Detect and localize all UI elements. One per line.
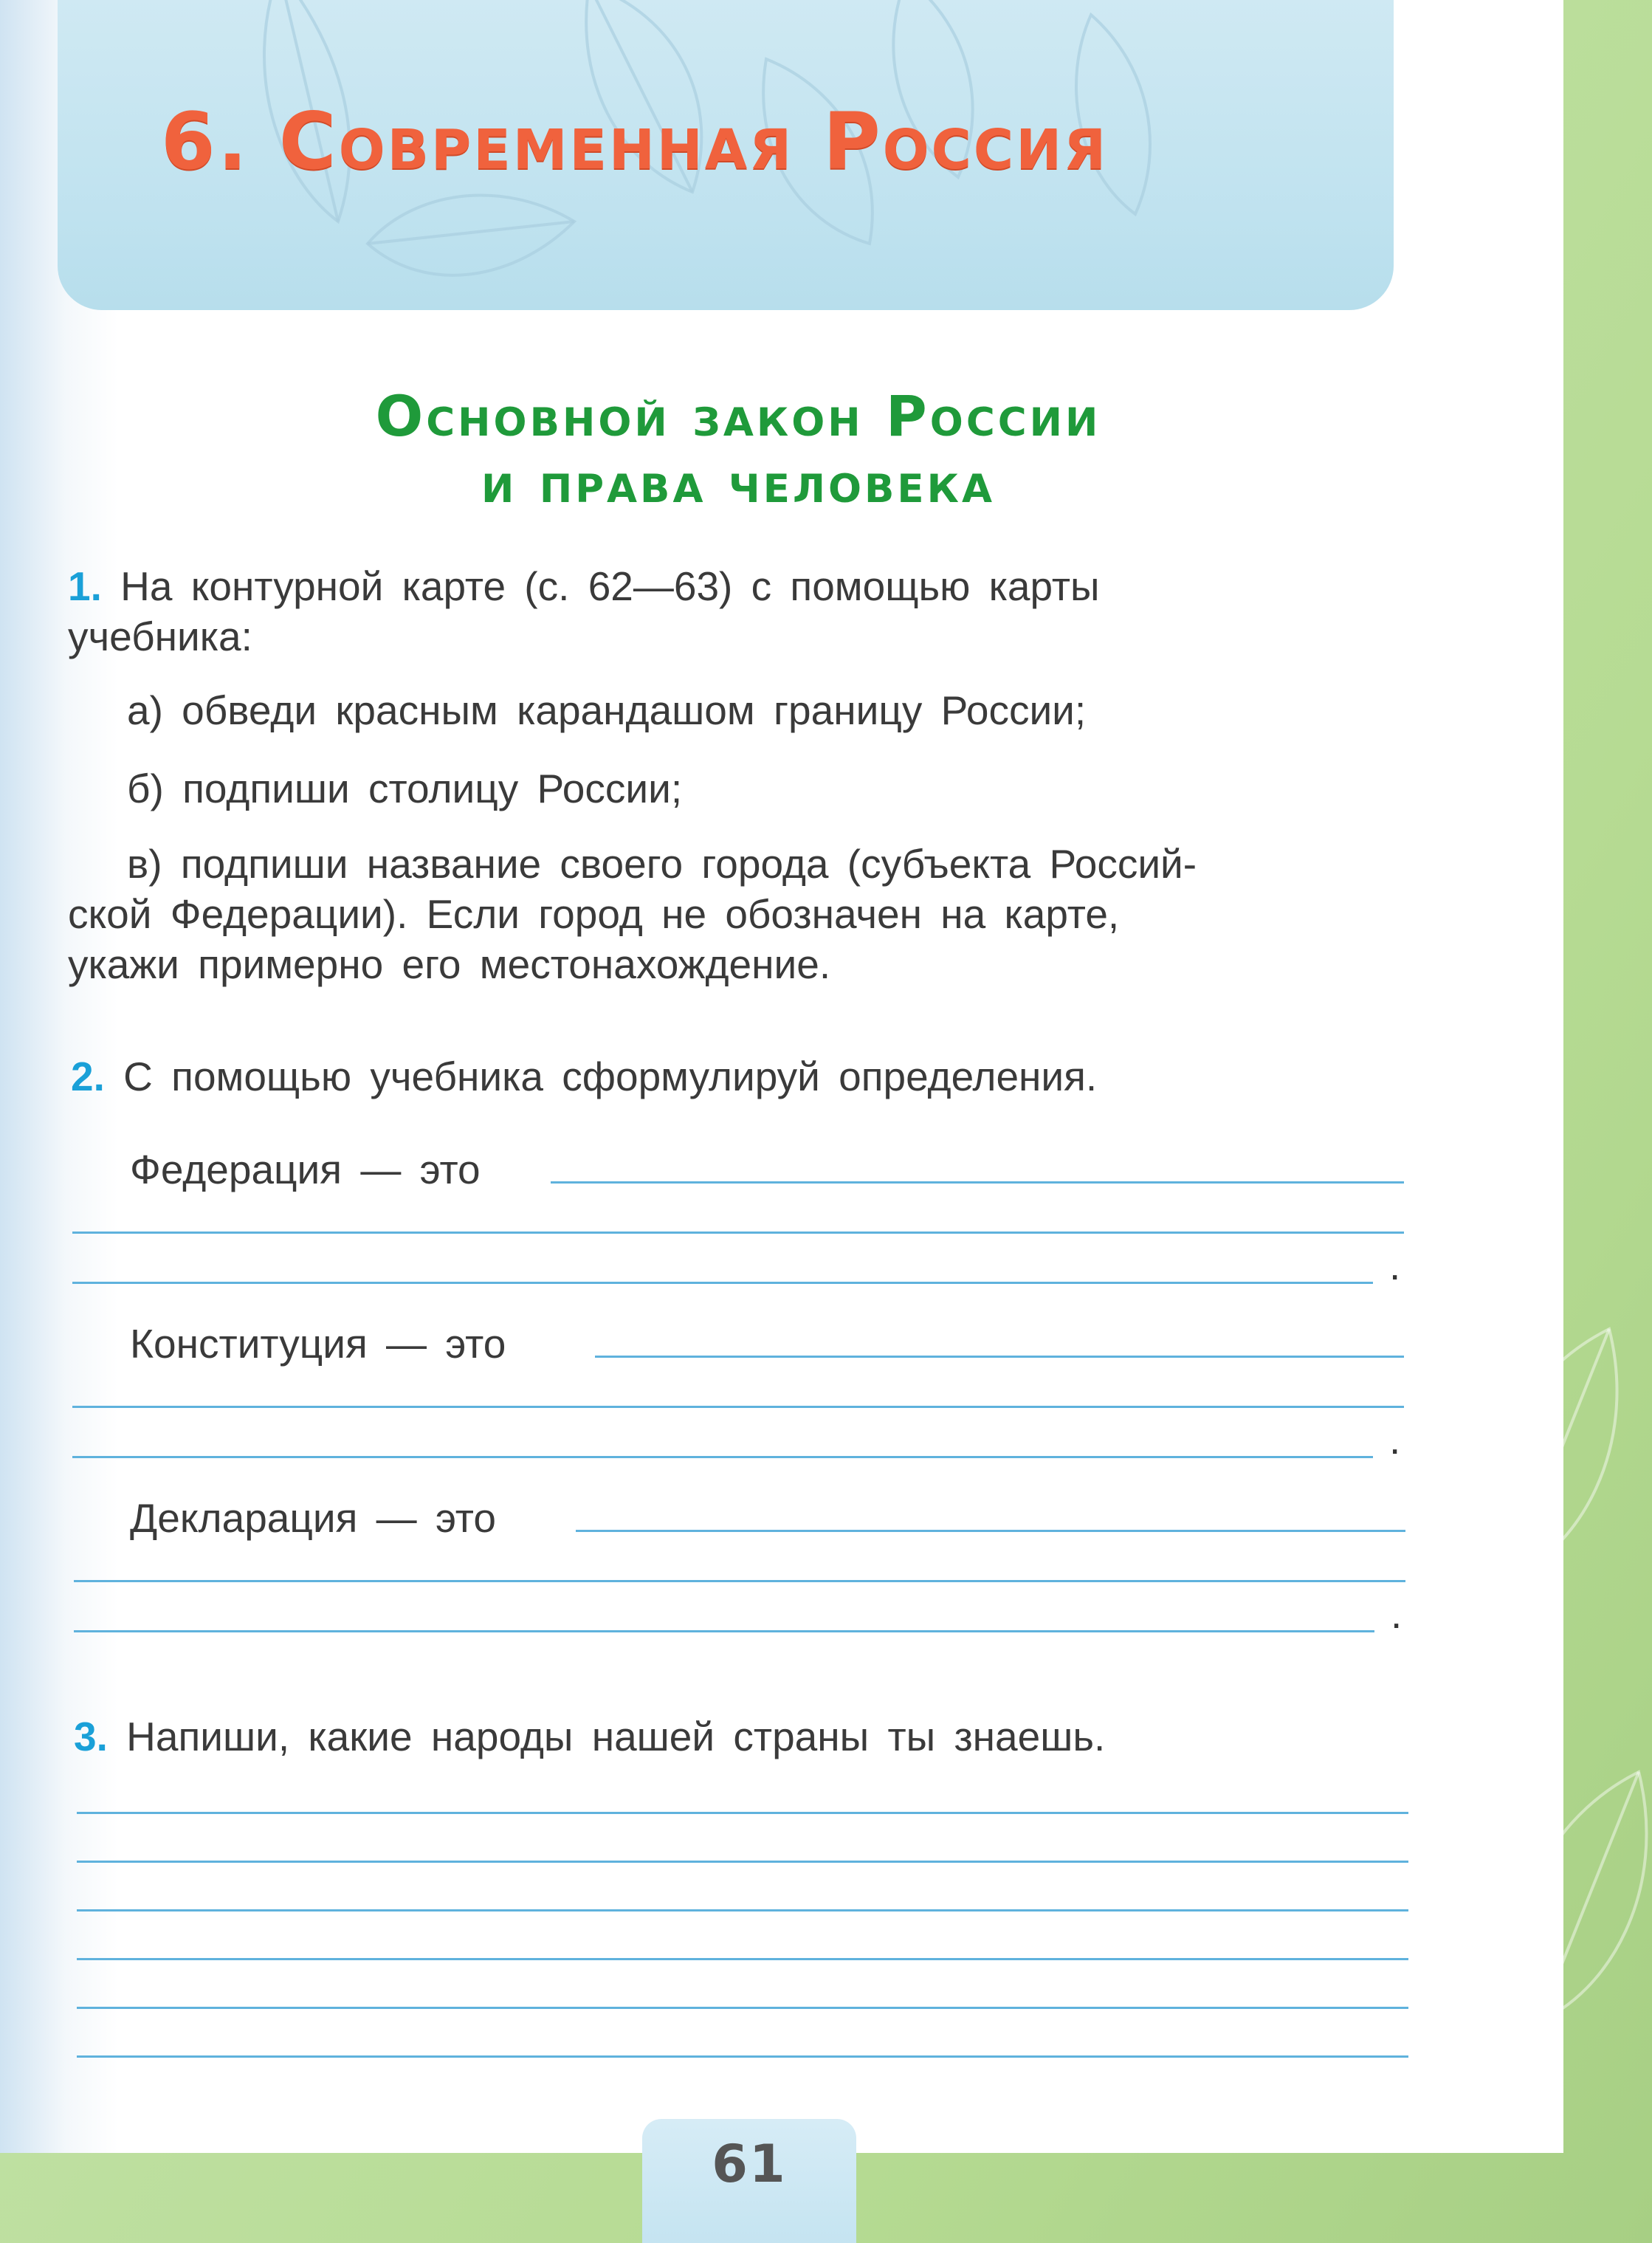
page-number: 61 bbox=[712, 2134, 787, 2194]
task2-def1-label: Федерация — это bbox=[130, 1147, 481, 1192]
answer-line[interactable] bbox=[74, 1580, 1405, 1582]
answer-line[interactable] bbox=[72, 1406, 1404, 1408]
answer-line[interactable] bbox=[72, 1232, 1404, 1234]
answer-line[interactable] bbox=[77, 1958, 1408, 1960]
task3-number: 3. bbox=[74, 1714, 108, 1759]
task1-number: 1. bbox=[68, 563, 102, 609]
end-period: . bbox=[1391, 1591, 1403, 1637]
task2-text: 2. С помощью учебника сформулируй определения. bbox=[71, 1054, 1098, 1099]
task1-item-c-line1: в) подпиши название своего города (субъекта Россий- bbox=[127, 841, 1197, 887]
answer-line[interactable] bbox=[576, 1530, 1405, 1532]
answer-line[interactable] bbox=[595, 1356, 1404, 1358]
answer-line[interactable] bbox=[77, 2007, 1408, 2009]
task2-def2-label: Конституция — это bbox=[130, 1321, 506, 1367]
answer-line[interactable] bbox=[72, 1282, 1373, 1284]
task1-intro-line2: учебника: bbox=[68, 614, 252, 659]
answer-line[interactable] bbox=[77, 1812, 1408, 1814]
chapter-title: 6. Современная Россия bbox=[161, 96, 1109, 187]
task1-item-b: б) подпиши столицу России; bbox=[127, 766, 683, 811]
task1-item-c-line2: ской Федерации). Если город не обозначен на карте, bbox=[68, 891, 1120, 937]
answer-line[interactable] bbox=[551, 1181, 1404, 1184]
answer-line[interactable] bbox=[74, 1630, 1374, 1632]
task2-def3-label: Декларация — это bbox=[130, 1495, 496, 1541]
chapter-header-band bbox=[58, 0, 1394, 310]
task1-item-c-line3: укажи примерно его местонахождение. bbox=[68, 941, 831, 987]
answer-line[interactable] bbox=[77, 1909, 1408, 1911]
section-title-line2: и права человека bbox=[481, 450, 995, 515]
answer-line[interactable] bbox=[77, 1861, 1408, 1863]
answer-line[interactable] bbox=[77, 2055, 1408, 2058]
task1-item-a: а) обведи красным карандашом границу России; bbox=[127, 687, 1087, 733]
end-period: . bbox=[1389, 1243, 1401, 1288]
end-period: . bbox=[1389, 1417, 1401, 1463]
task1-intro-line1: 1. На контурной карте (с. 62—63) с помощью карты bbox=[68, 563, 1100, 609]
task2-number: 2. bbox=[71, 1054, 105, 1099]
page-number-tab bbox=[642, 2119, 856, 2243]
task3-text: 3. Напиши, какие народы нашей страны ты знаешь. bbox=[74, 1714, 1106, 1759]
section-title-line1: Основной закон России bbox=[375, 383, 1101, 449]
answer-line[interactable] bbox=[72, 1456, 1373, 1458]
